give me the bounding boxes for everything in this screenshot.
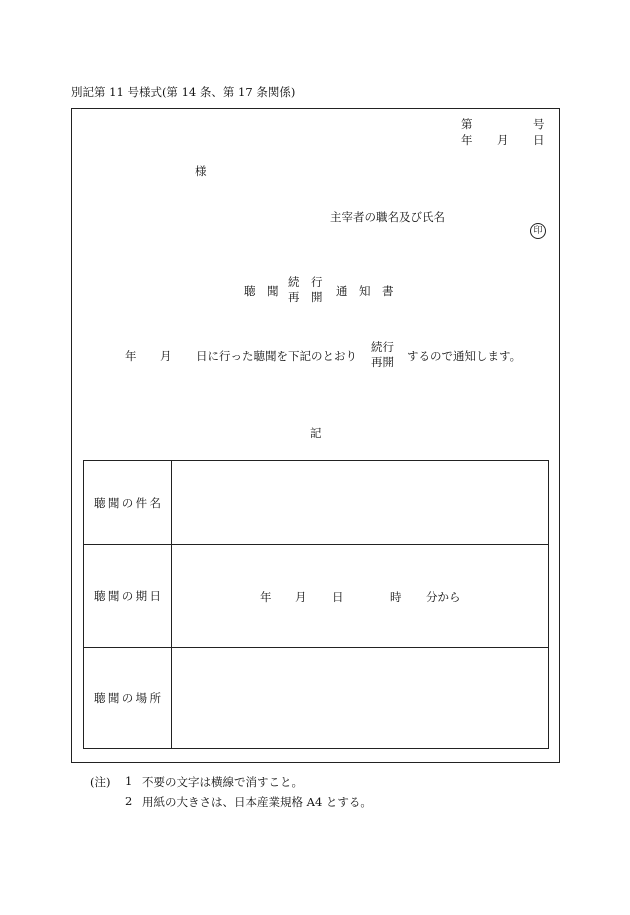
note-2-text: 用紙の大きさは、日本産業規格 A4 とする。 bbox=[142, 795, 372, 809]
label-char: 件 bbox=[135, 495, 148, 510]
body-choice-resume: 再開 bbox=[371, 355, 394, 369]
table-row-subject bbox=[84, 461, 549, 545]
label-char: 聴 bbox=[94, 691, 106, 705]
body-mid-text: 日に行った聴聞を下記のとおり bbox=[196, 349, 357, 363]
label-char: 聴 bbox=[94, 495, 106, 510]
label-place bbox=[84, 648, 172, 749]
body-choice-stack bbox=[371, 340, 394, 370]
date-part-day: 日 bbox=[332, 590, 344, 604]
title-choice-continue: 続 行 bbox=[288, 275, 323, 289]
body-year: 年 bbox=[125, 349, 137, 363]
addressee-suffix: 様 bbox=[195, 164, 207, 178]
value-subject bbox=[172, 461, 549, 545]
label-char: の bbox=[121, 691, 134, 705]
date-part-year: 年 bbox=[260, 590, 272, 604]
form-title: 別記第 11 号様式(第 14 条、第 17 条関係) bbox=[71, 85, 296, 99]
seal-mark: 印 bbox=[530, 223, 546, 239]
body-choice-continue: 続行 bbox=[371, 340, 394, 354]
ki-heading: 記 bbox=[310, 426, 322, 440]
date-part-month: 月 bbox=[295, 590, 307, 604]
label-date bbox=[84, 545, 172, 648]
label-char: 聞 bbox=[107, 589, 120, 603]
number-suffix: 号 bbox=[533, 117, 545, 131]
label-char: 場 bbox=[135, 691, 148, 705]
date-month: 月 bbox=[497, 133, 509, 147]
body-end-text: するので通知します。 bbox=[407, 349, 522, 363]
label-char: 聴 bbox=[94, 589, 106, 603]
label-char: の bbox=[121, 495, 134, 510]
value-date bbox=[172, 545, 549, 648]
label-char: 期 bbox=[135, 589, 148, 603]
label-char: 聞 bbox=[107, 691, 120, 705]
title-choice-stack bbox=[288, 275, 323, 305]
table-row-place bbox=[84, 648, 549, 749]
date-year: 年 bbox=[461, 133, 473, 147]
label-subject bbox=[84, 461, 172, 545]
label-char: の bbox=[121, 589, 134, 603]
table-row-date bbox=[84, 545, 549, 648]
title-right: 通 知 書 bbox=[336, 284, 394, 298]
details-table bbox=[83, 460, 549, 749]
note-1-text: 不要の文字は横線で消すこと。 bbox=[142, 775, 303, 789]
note-1-num: 1 bbox=[125, 774, 133, 788]
sender-label: 主宰者の職名及び氏名 bbox=[330, 210, 445, 224]
title-choice-resume: 再 開 bbox=[288, 290, 323, 304]
label-char: 聞 bbox=[107, 495, 120, 510]
title-left: 聴 聞 bbox=[244, 284, 279, 298]
note-2-num: 2 bbox=[125, 794, 133, 808]
date-part-minute-from: 分から bbox=[426, 590, 461, 604]
label-char: 名 bbox=[149, 495, 161, 510]
number-prefix: 第 bbox=[461, 117, 473, 131]
date-part-hour: 時 bbox=[390, 590, 402, 604]
body-month: 月 bbox=[160, 349, 172, 363]
value-place bbox=[172, 648, 549, 749]
date-day: 日 bbox=[533, 133, 545, 147]
notes-prefix: (注) bbox=[90, 775, 111, 789]
label-char: 日 bbox=[149, 589, 161, 603]
label-char: 所 bbox=[149, 691, 161, 705]
